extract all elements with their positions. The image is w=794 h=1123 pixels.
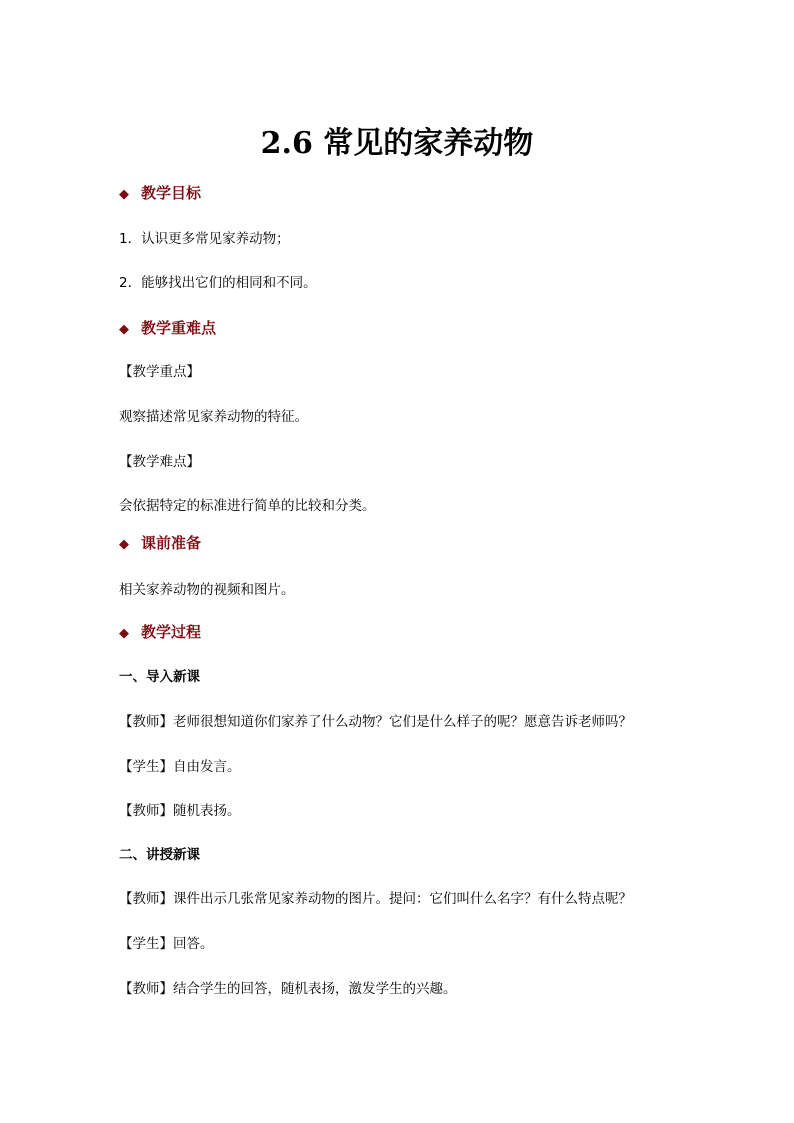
process-part2-line-3: 【教师】结合学生的回答，随机表扬，激发学生的兴趣。 [119, 981, 457, 997]
section-heading-label: 教学目标 [141, 184, 202, 202]
process-part1-title: 一、导入新课 [119, 669, 200, 685]
diamond-icon: ◆ [119, 537, 129, 552]
section-heading-preparation [119, 532, 201, 556]
preparation-text: 相关家养动物的视频和图片。 [119, 582, 295, 598]
process-part2-title: 二、讲授新课 [119, 847, 200, 863]
objective-item-1: 1．认识更多常见家养动物； [119, 231, 290, 247]
process-part2-line-2: 【学生】回答。 [119, 936, 214, 952]
difficulty-text: 会依据特定的标准进行简单的比较和分类。 [119, 498, 376, 514]
document-title: 2.6 常见的家养动物 [260, 126, 534, 161]
section-heading-process [119, 621, 201, 645]
section-heading-label: 课前准备 [141, 534, 202, 552]
diamond-icon: ◆ [119, 626, 129, 641]
difficulty-label: 【教学难点】 [119, 454, 200, 470]
objective-item-2: 2．能够找出它们的相同和不同。 [119, 275, 317, 291]
section-heading-key-points [119, 317, 216, 341]
process-part2-line-1: 【教师】课件出示几张常见家养动物的图片。提问：它们叫什么名字？有什么特点呢？ [119, 891, 632, 907]
diamond-icon: ◆ [119, 322, 129, 337]
diamond-icon: ◆ [119, 187, 129, 202]
process-part1-line-1: 【教师】老师很想知道你们家养了什么动物？它们是什么样子的呢？愿意告诉老师吗？ [119, 714, 632, 730]
process-part1-line-2: 【学生】自由发言。 [119, 759, 241, 775]
section-heading-label: 教学过程 [141, 623, 202, 641]
section-heading-objectives [119, 182, 201, 206]
process-part1-line-3: 【教师】随机表扬。 [119, 803, 241, 819]
focus-text: 观察描述常见家养动物的特征。 [119, 409, 308, 425]
focus-label: 【教学重点】 [119, 364, 200, 380]
section-heading-label: 教学重难点 [141, 319, 217, 337]
